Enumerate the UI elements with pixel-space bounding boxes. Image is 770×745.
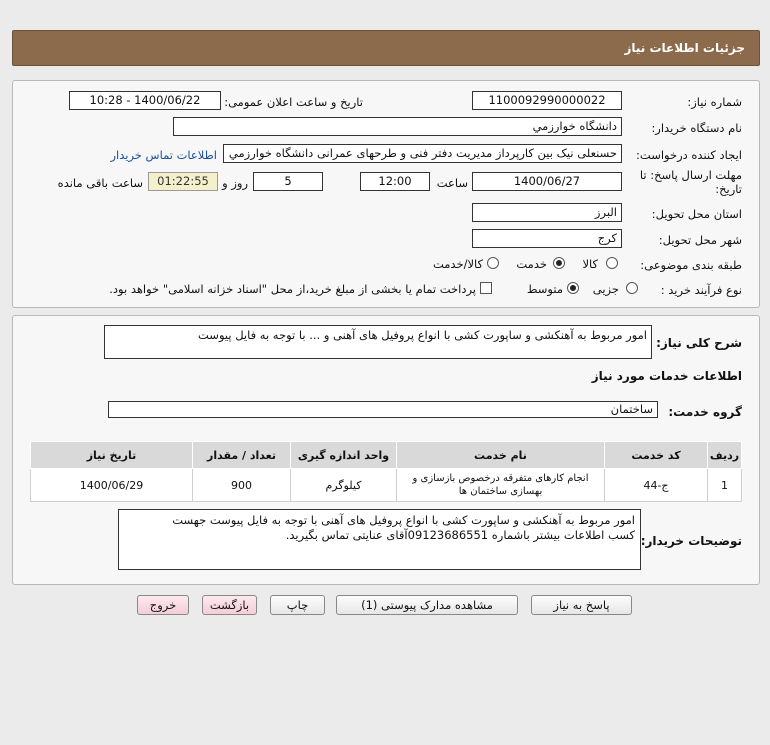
need-info-panel bbox=[12, 80, 760, 308]
print-button[interactable]: چاپ bbox=[270, 595, 325, 615]
page-header bbox=[12, 30, 760, 66]
col-service-code: کد خدمت bbox=[605, 442, 708, 469]
category-radio-service[interactable] bbox=[553, 257, 565, 269]
days-label: روز و bbox=[222, 176, 248, 190]
buyer-contact-link[interactable]: اطلاعات تماس خریدار bbox=[110, 148, 217, 162]
announce-label: تاریخ و ساعت اعلان عمومی: bbox=[224, 95, 363, 109]
services-table-header bbox=[31, 442, 742, 469]
summary-label: شرح کلی نیاز: bbox=[656, 336, 742, 350]
category-option-service: خدمت bbox=[516, 257, 547, 271]
process-radio-minor[interactable] bbox=[626, 282, 638, 294]
cell-unit: کیلوگرم bbox=[291, 469, 397, 502]
view-attachments-button[interactable]: مشاهده مدارک پیوستی (1) bbox=[336, 595, 518, 615]
process-option-medium: متوسط bbox=[526, 282, 563, 296]
need-number-label: شماره نیاز: bbox=[687, 95, 742, 109]
exit-button[interactable]: خروج bbox=[137, 595, 189, 615]
days-field: 5 bbox=[253, 172, 323, 191]
reply-button[interactable]: پاسخ به نیاز bbox=[531, 595, 632, 615]
deadline-date-field: 1400/06/27 bbox=[472, 172, 622, 191]
table-row bbox=[31, 469, 742, 502]
service-group-field: ساختمان bbox=[108, 401, 658, 418]
process-label: نوع فرآیند خرید : bbox=[660, 283, 742, 297]
remaining-timer: 01:22:55 bbox=[148, 172, 218, 191]
category-option-goods: کالا bbox=[582, 257, 598, 271]
back-button[interactable]: بازگشت bbox=[202, 595, 257, 615]
treasury-payment-checkbox[interactable] bbox=[480, 282, 492, 294]
deadline-label: مهلت ارسال پاسخ: تا bbox=[639, 168, 742, 182]
page-title: جزئیات اطلاعات نیاز bbox=[624, 41, 745, 55]
treasury-payment-note: پرداخت تمام یا بخشی از مبلغ خرید،از محل "اسناد خزانه اسلامی" خواهد بود. bbox=[109, 282, 476, 296]
province-label: استان محل تحویل: bbox=[651, 207, 742, 221]
creator-label: ایجاد کننده درخواست: bbox=[636, 148, 742, 162]
summary-field: امور مربوط به آهنکشی و ساپورت کشی با انواع پروفیل های آهنی و ... با توجه به فایل پیوست bbox=[104, 325, 652, 359]
process-option-minor: جزیی bbox=[592, 282, 619, 296]
buyer-label: نام دستگاه خریدار: bbox=[651, 121, 742, 135]
province-field: البرز bbox=[472, 203, 622, 222]
cell-need-date: 1400/06/29 bbox=[31, 469, 193, 502]
cell-row: 1 bbox=[708, 469, 742, 502]
buyer-field: دانشگاه خوارزمي bbox=[173, 117, 622, 136]
buyer-notes-line-1: امور مربوط به آهنکشی و ساپورت کشی با انواع پروفیل های آهنی با توجه به فایل پیوست جهست bbox=[172, 513, 635, 527]
creator-field: حسنعلی نیک بین کارپرداز مدیریت دفتر فنی و طرحهای عمرانی دانشگاه خوارزمي bbox=[223, 144, 622, 163]
deadline-label-date: تاریخ: bbox=[715, 182, 742, 196]
col-unit: واحد اندازه گیری bbox=[291, 442, 397, 469]
category-radio-goods[interactable] bbox=[606, 257, 618, 269]
service-group-label: گروه خدمت: bbox=[668, 405, 742, 419]
buyer-notes-label: توضیحات خریدار: bbox=[640, 534, 742, 548]
city-label: شهر محل تحویل: bbox=[658, 233, 742, 247]
category-label: طبقه بندی موضوعی: bbox=[640, 258, 742, 272]
col-row: ردیف bbox=[708, 442, 742, 469]
cell-quantity: 900 bbox=[193, 469, 291, 502]
col-service-name: نام خدمت bbox=[397, 442, 605, 469]
cell-service-code: ج-44 bbox=[605, 469, 708, 502]
buyer-notes-field bbox=[118, 509, 641, 570]
buyer-notes-line-2: کسب اطلاعات بیشتر باشماره 09123686551آقای عنایتی تماس بگیرید. bbox=[285, 528, 635, 542]
services-heading: اطلاعات خدمات مورد نیاز bbox=[591, 369, 742, 383]
col-quantity: تعداد / مقدار bbox=[193, 442, 291, 469]
announce-field: 1400/06/22 - 10:28 bbox=[69, 91, 221, 110]
city-field: کرج bbox=[472, 229, 622, 248]
cell-service-name: انجام کارهای متفرقه درخصوص بازسازی و بهسازی ساختمان ها bbox=[397, 469, 605, 502]
process-radio-medium[interactable] bbox=[567, 282, 579, 294]
deadline-time-label: ساعت bbox=[436, 176, 468, 190]
need-number-field: 1100092990000022 bbox=[472, 91, 622, 110]
category-radio-goods-service[interactable] bbox=[487, 257, 499, 269]
col-need-date: تاریخ نیاز bbox=[31, 442, 193, 469]
remaining-label: ساعت باقی مانده bbox=[57, 176, 143, 190]
deadline-time-field: 12:00 bbox=[360, 172, 430, 191]
services-table bbox=[30, 441, 742, 502]
category-option-goods-service: کالا/خدمت bbox=[432, 257, 483, 271]
